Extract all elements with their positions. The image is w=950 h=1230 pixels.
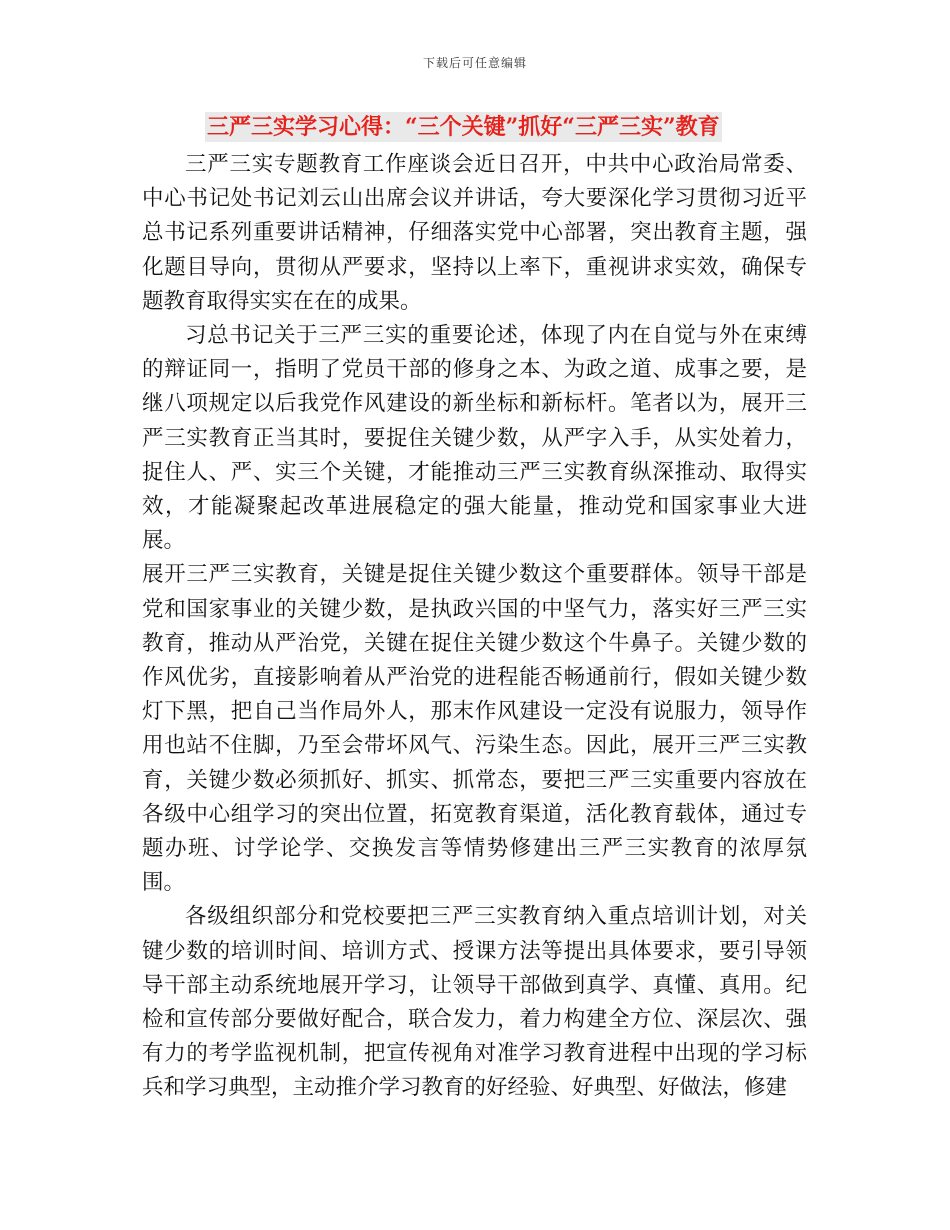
paragraph-2: 习总书记关于三严三实的重要论述，体现了内在自觉与外在束缚的辩证同一，指明了党员干部的修身之本、为政之道、成事之要，是继八项规定以后我党作风建设的新坐标和新标杆。笔者以为，展开三严三实教育正当其时，要捉住关键少数，从严字入手，从实处着力，捉住人、严、实三个关键，才能推动三严三实教育纵深推动、取得实效，才能凝聚起改革进展稳定的强大能量，推动党和国家事业大进展。 (142, 323, 807, 554)
document-body (142, 148, 807, 1106)
header-note: 下载后可任意编辑 (422, 56, 527, 70)
paragraph-4: 各级组织部分和党校要把三严三实教育纳入重点培训计划，对关键少数的培训时间、培训方式、授课方法等提出具体要求，要引导领导干部主动系统地展开学习，让领导干部做到真学、真懂、真用。纪检和宣传部分要做好配合，联合发力，着力构建全方位、深层次、强有力的考学监视机制，把宣传视角对准学习教育进程中出现的学习标兵和学习典型，主动推介学习教育的好经验、好典型、好做法，修建 (142, 904, 807, 1101)
title-block (205, 112, 805, 142)
paragraph-1: 三严三实专题教育工作座谈会近日召开，中共中心政治局常委、中心书记处书记刘云山出席会议并讲话，夸大要深化学习贯彻习近平总书记系列重要讲话精神，仔细落实党中心部署，突出教育主题，强化题目导向，贯彻从严要求，坚持以上率下，重视讲求实效，确保专题教育取得实实在在的成果。 (142, 152, 807, 314)
document-title: 三严三实学习心得：“三个关键”抓好“三严三实”教育 (207, 114, 720, 140)
paragraph-3: 展开三严三实教育，关键是捉住关键少数这个重要群体。领导干部是党和国家事业的关键少数，是执政兴国的中坚气力，落实好三严三实教育，推动从严治党，关键在捉住关键少数这个牛鼻子。关键少数的作风优劣，直接影响着从严治党的进程能否畅通前行，假如关键少数灯下黑，把自己当作局外人，那末作风建设一定没有说服力，领导作用也站不住脚，乃至会带坏风气、污染生态。因此，展开三严三实教育，关键少数必须抓好、抓实、抓常态，要把三严三实重要内容放在各级中心组学习的突出位置，拓宽教育渠道，活化教育载体，通过专题办班、讨学论学、交换发言等情势修建出三严三实教育的浓厚氛围。 (142, 562, 807, 896)
